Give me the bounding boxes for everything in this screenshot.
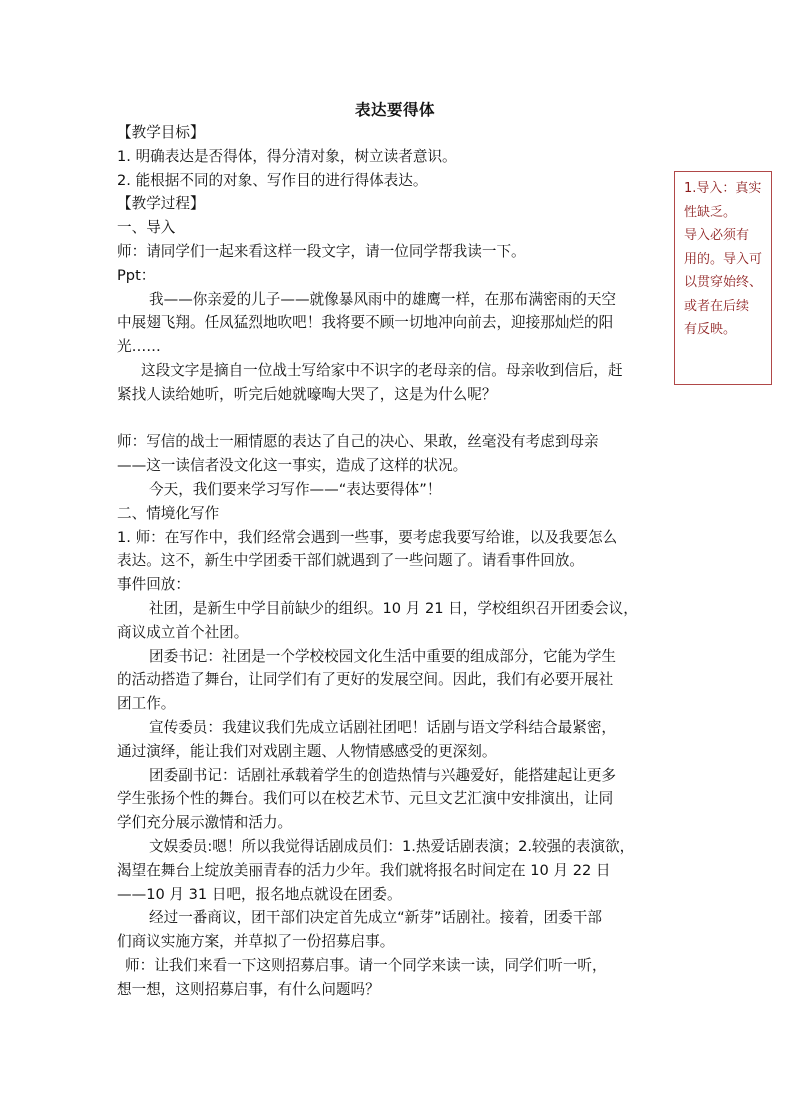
paragraph-line: 团委书记：社团是一个学校校园文化生活中重要的组成部分，它能为学生 <box>149 647 617 665</box>
paragraph-line: 紧找人读给她听，听完后她就嚎啕大哭了，这是为什么呢？ <box>117 385 497 403</box>
paragraph-line: 今天，我们要来学习写作——“表达要得体”！ <box>149 480 442 498</box>
section-heading-goals: 【教学目标】 <box>117 124 205 141</box>
comment-line: 性缺乏。 <box>684 204 737 220</box>
section-heading-process: 【教学过程】 <box>117 195 205 213</box>
subheading-intro: 一、导入 <box>117 219 176 237</box>
paragraph-line: 学们充分展示激情和活力。 <box>117 814 293 832</box>
page-title: 表达要得体 <box>354 101 435 119</box>
paragraph-line: 师：让我们来看一下这则招募启事。请一个同学来读一读，同学们听一听， <box>125 956 607 974</box>
paragraph-line: 1. 师：在写作中，我们经常会遇到一些事，要考虑我要写给谁，以及我要怎么 <box>117 528 618 546</box>
paragraph-line: ——这一读信者没文化这一事实，造成了这样的状况。 <box>117 457 468 475</box>
ppt-label: Ppt： <box>117 266 156 284</box>
comment-line: 有反映。 <box>684 322 737 337</box>
comment-line: 或者在后续 <box>684 298 750 314</box>
paragraph-line: 经过一番商议，团干部们决定首先成立“新芽”话剧社。接着，团委干部 <box>149 909 602 927</box>
goal-item-1: 1. 明确表达是否得体，得分清对象，树立读者意识。 <box>117 147 457 165</box>
paragraph-line: 社团，是新生中学目前缺少的组织。10 月 21 日，学校组织召开团委会议， <box>149 599 638 617</box>
paragraph-line: 这段文字是摘自一位战士写给家中不识字的老母亲的信。母亲收到信后，赶 <box>141 361 623 379</box>
paragraph-line: 宣传委员：我建议我们先成立话剧社团吧！话剧与语文学科结合最紧密， <box>149 718 617 736</box>
paragraph-line: ——10 月 31 日吧，报名地点就设在团委。 <box>117 885 402 903</box>
paragraph-line: 想一想，这则招募启事，有什么问题吗？ <box>117 980 380 998</box>
goal-item-2: 2. 能根据不同的对象、写作目的进行得体表达。 <box>117 171 428 189</box>
paragraph-line: 学生张扬个性的舞台。我们可以在校艺术节、元旦文艺汇演中安排演出，让同 <box>117 790 614 808</box>
paragraph-line: 师：请同学们一起来看这样一段文字，请一位同学帮我读一下。 <box>117 242 526 260</box>
paragraph-line: 师：写信的战士一厢情愿的表达了自己的决心、果敢，丝毫没有考虑到母亲 <box>117 433 599 451</box>
paragraph-line: 表达。这不，新生中学团委干部们就遇到了一些问题了。请看事件回放。 <box>117 552 585 570</box>
paragraph-line: 们商议实施方案，并草拟了一份招募启事。 <box>117 933 395 951</box>
quote-line: 光…… <box>117 338 161 356</box>
paragraph-line: 团工作。 <box>117 695 176 713</box>
subheading-writing: 二、情境化写作 <box>117 504 220 522</box>
event-replay-label: 事件回放： <box>117 576 190 594</box>
paragraph-line: 团委副书记：话剧社承载着学生的创造热情与兴趣爱好，能搭建起让更多 <box>149 766 617 784</box>
comment-line: 以贯穿始终、 <box>684 275 763 290</box>
body-text <box>117 121 677 1001</box>
comment-line: 1.导入：真实 <box>684 181 762 196</box>
quote-line: 中展翅飞翔。任凤猛烈地吹吧！我将要不顾一切地冲向前去，迎接那灿烂的阳 <box>117 314 614 332</box>
quote-line: 我——你亲爱的儿子——就像暴风雨中的雄鹰一样，在那布满密雨的天空 <box>149 290 617 308</box>
blank-line <box>117 407 677 431</box>
paragraph-line: 文娱委员:嗯！所以我觉得话剧成员们：1.热爱话剧表演；2.较强的表演欲， <box>149 837 635 855</box>
paragraph-line: 通过演绎，能让我们对戏剧主题、人物情感感受的更深刻。 <box>117 742 497 760</box>
paragraph-line: 商议成立首个社团。 <box>117 623 249 641</box>
comment-line: 用的。导入可 <box>684 251 763 267</box>
margin-comment-box <box>674 171 772 385</box>
comment-line: 导入必须有 <box>684 228 750 243</box>
paragraph-line: 渴望在舞台上绽放美丽青春的活力少年。我们就将报名时间定在 10 月 22 日 <box>117 861 611 879</box>
paragraph-line: 的活动搭造了舞台，让同学们有了更好的发展空间。因此，我们有必要开展社 <box>117 671 614 689</box>
